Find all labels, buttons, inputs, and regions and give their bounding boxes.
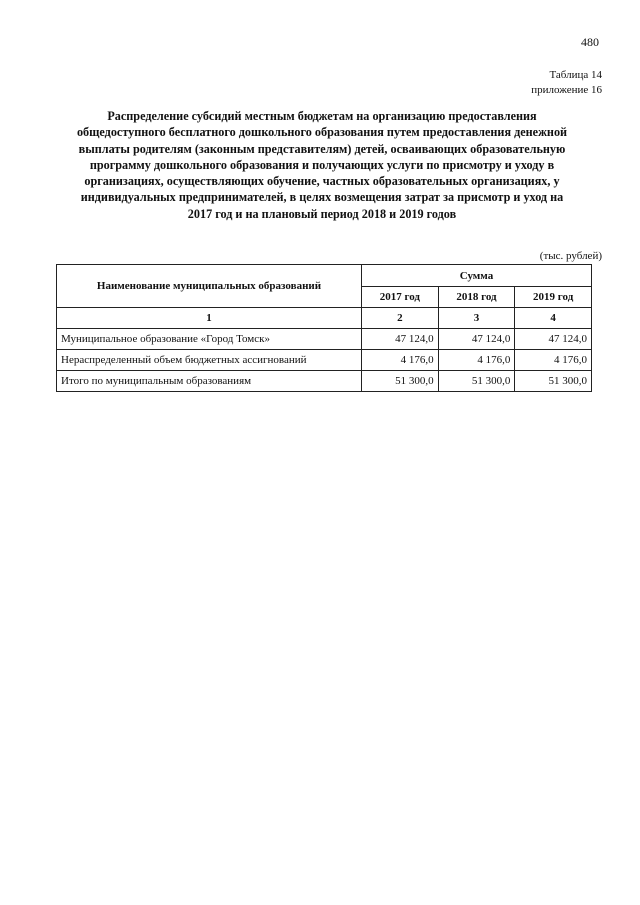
table-label: Таблица 14 — [549, 69, 602, 81]
document-title: Распределение субсидий местным бюджетам на организацию предоставления общедоступного бесплатного дошкольного образования путем предоставления денежной выплаты родителям (законным представителям) детей, осваивающих образовательную программу дошкольного образования и получающих услуги по присмотру и уходу в организациях, осуществляющих обучение, частных образовательных организациях, у индивидуальных предпринимателей, в целях возмещения затрат за присмотр и уход на 2017 год и на плановый период 2018 и 2019 годов — [76, 109, 568, 221]
appendix-label: приложение 16 — [531, 84, 602, 96]
row-value: 4 176,0 — [362, 350, 439, 371]
header-name: Наименование муниципальных образований — [57, 265, 362, 308]
row-value: 4 176,0 — [438, 350, 515, 371]
header-year-2018: 2018 год — [438, 287, 515, 308]
total-value: 51 300,0 — [515, 371, 592, 392]
table-row — [57, 329, 592, 350]
col-number: 2 — [362, 308, 439, 329]
row-value: 47 124,0 — [515, 329, 592, 350]
row-value: 47 124,0 — [362, 329, 439, 350]
col-number: 4 — [515, 308, 592, 329]
column-numbers-row — [57, 308, 592, 329]
table-header-row — [57, 265, 592, 287]
header-year-2017: 2017 год — [362, 287, 439, 308]
row-name: Муниципальное образование «Город Томск» — [57, 329, 362, 350]
units-label: (тыс. рублей) — [539, 250, 602, 262]
row-value: 4 176,0 — [515, 350, 592, 371]
header-sum: Сумма — [362, 265, 592, 287]
col-number: 3 — [438, 308, 515, 329]
row-name: Нераспределенный объем бюджетных ассигнований — [57, 350, 362, 371]
total-value: 51 300,0 — [362, 371, 439, 392]
page-number: 480 — [581, 35, 599, 49]
total-name: Итого по муниципальным образованиям — [57, 371, 362, 392]
subsidy-table — [56, 264, 592, 392]
header-year-2019: 2019 год — [515, 287, 592, 308]
total-value: 51 300,0 — [438, 371, 515, 392]
row-value: 47 124,0 — [438, 329, 515, 350]
total-row — [57, 371, 592, 392]
table-row — [57, 350, 592, 371]
col-number: 1 — [57, 308, 362, 329]
table-reference — [531, 68, 602, 98]
